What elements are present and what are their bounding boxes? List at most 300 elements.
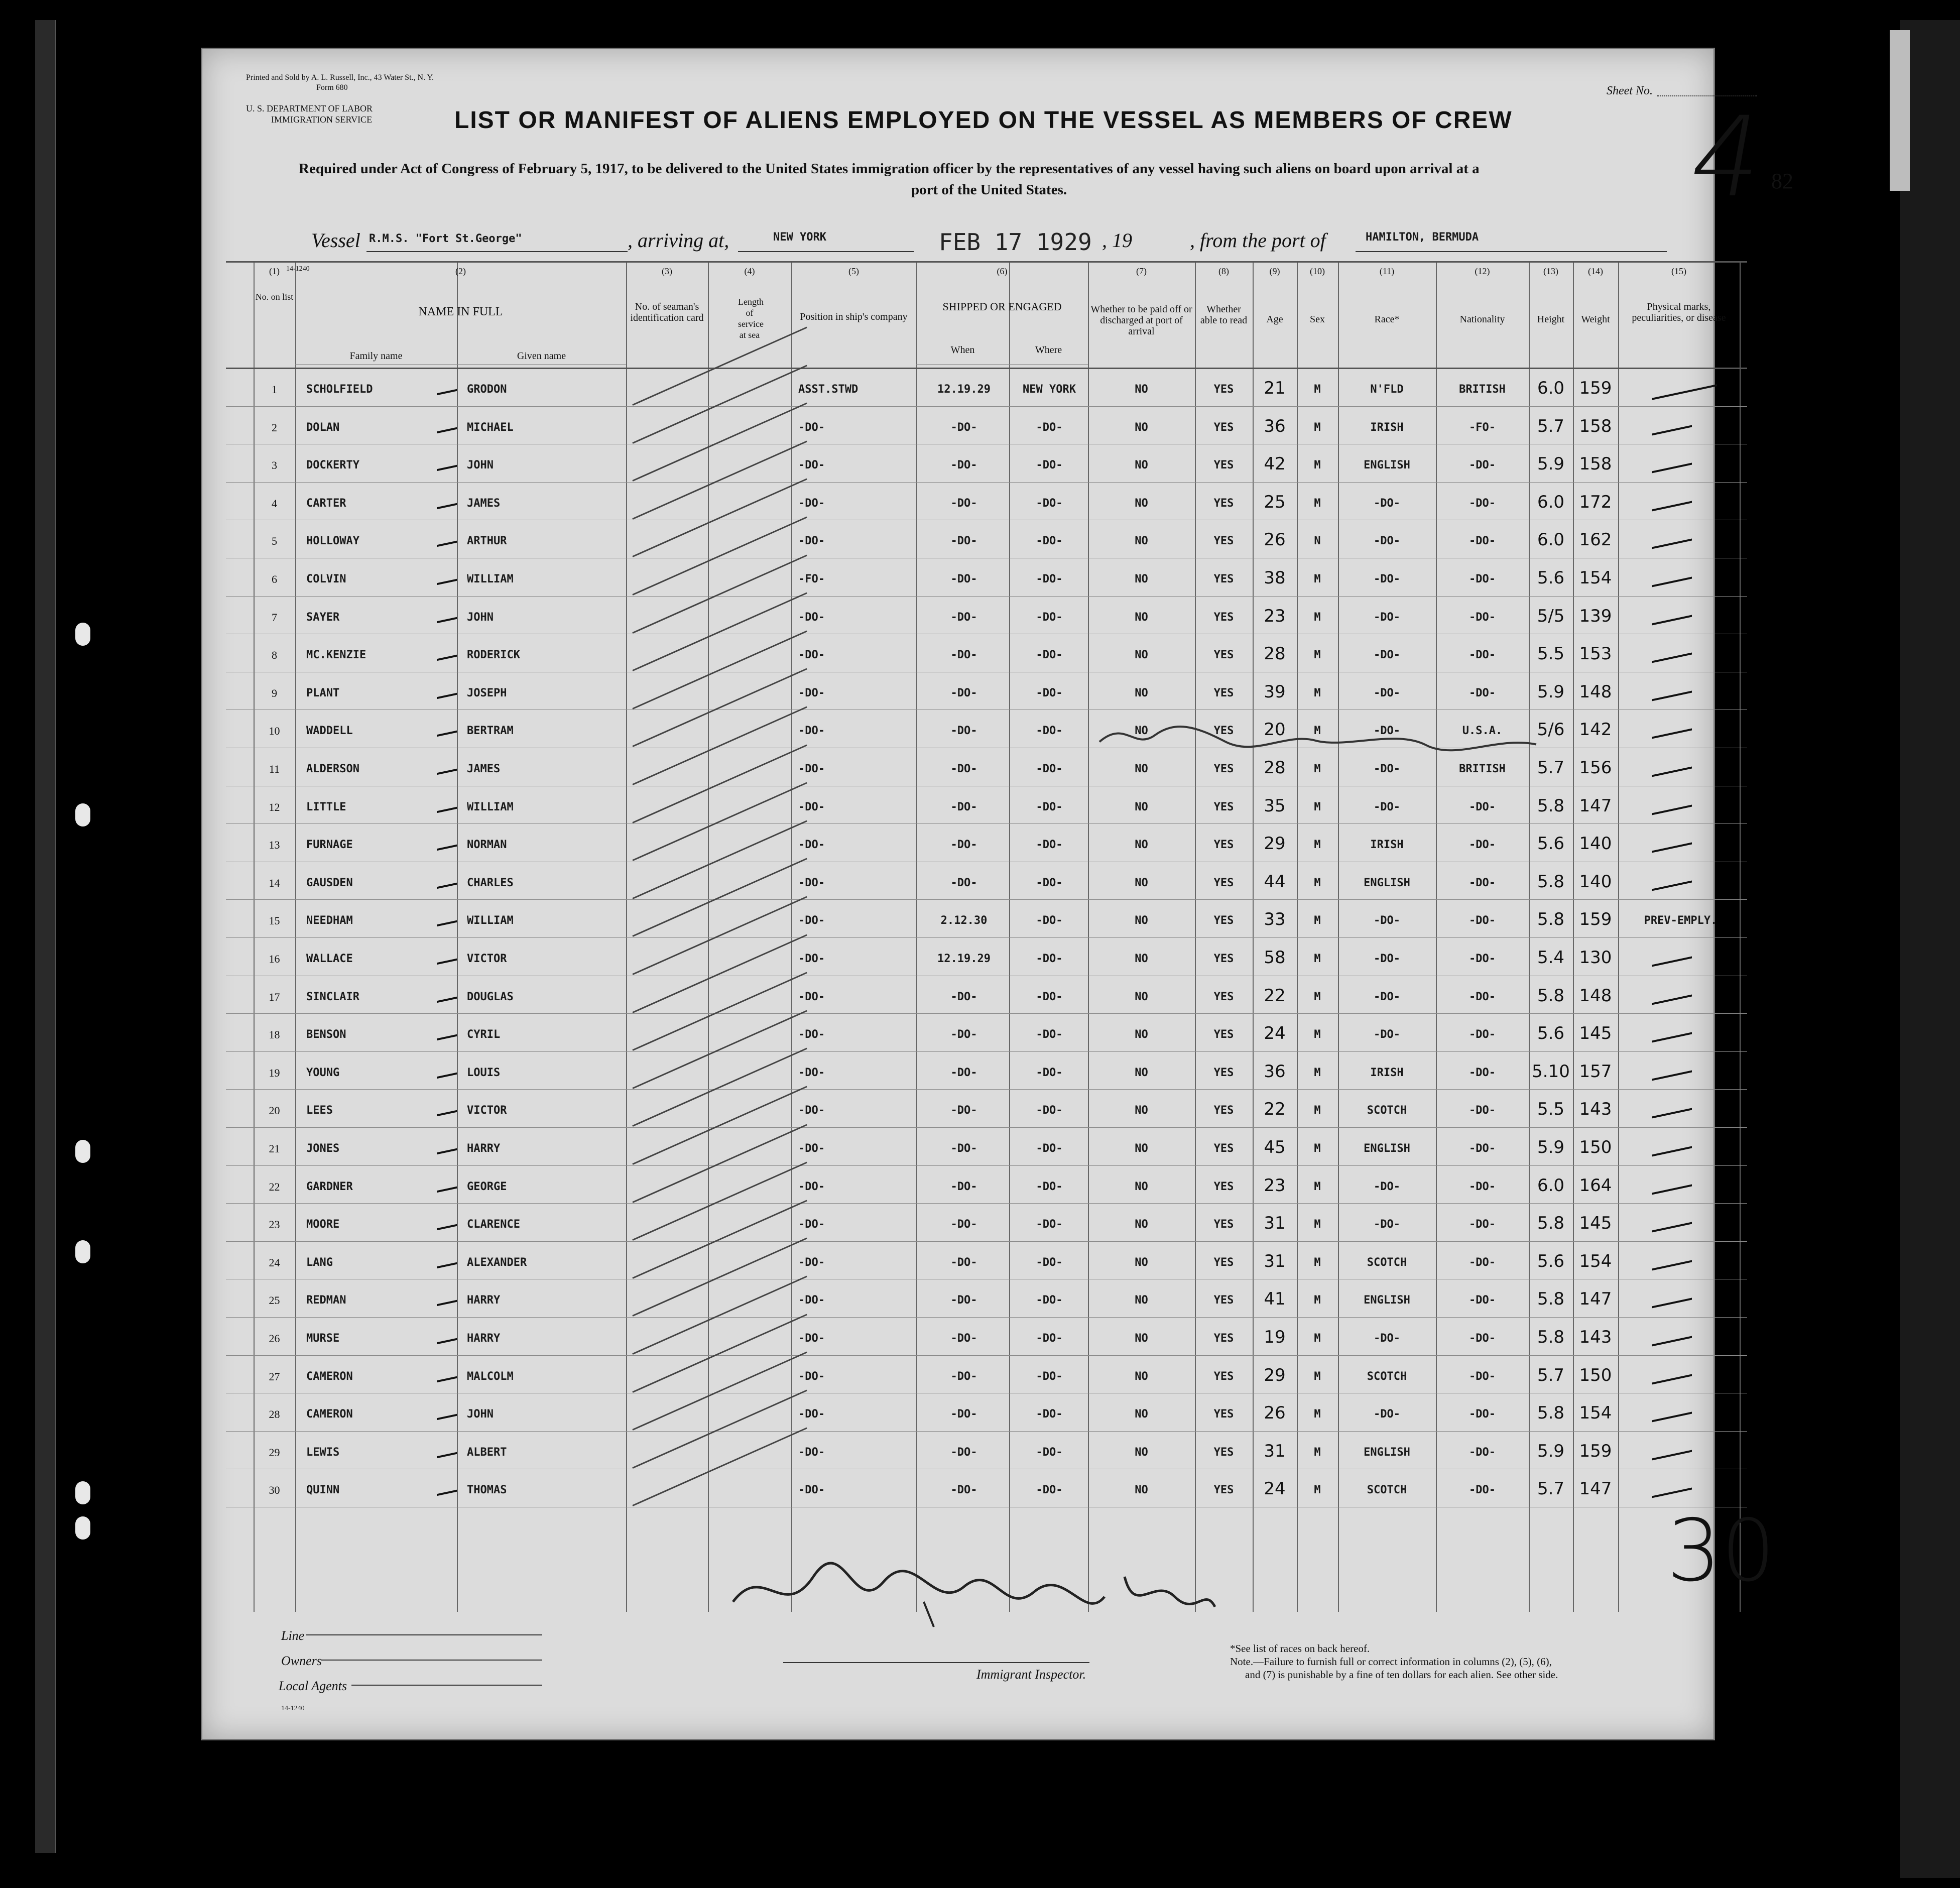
check-mark-icon xyxy=(1652,1359,1692,1384)
from-port-underline xyxy=(1356,251,1667,252)
cell-paid: NO xyxy=(1135,459,1148,472)
row-rule xyxy=(226,482,1747,483)
cell-race: ENGLISH xyxy=(1364,876,1410,889)
cell-position: -DO- xyxy=(798,1180,825,1193)
cell-paid: NO xyxy=(1135,953,1148,965)
cell-where: NEW YORK xyxy=(1023,383,1076,396)
cell-age: 19 xyxy=(1264,1327,1286,1347)
cell-height: 5.5 xyxy=(1537,644,1565,664)
cell-when: -DO- xyxy=(950,1484,977,1497)
cell-family: BENSON xyxy=(306,1028,346,1041)
cell-race: -DO- xyxy=(1374,1180,1400,1193)
table-row xyxy=(226,445,1747,483)
col-number: (3) xyxy=(662,266,672,276)
printer-line: Printed and Sold by A. L. Russell, Inc., 43 Water St., N. Y. xyxy=(246,73,434,82)
col-number: (1) xyxy=(269,266,280,276)
cell-given: HARRY xyxy=(467,1142,501,1155)
cell-where: -DO- xyxy=(1036,800,1063,813)
cell-weight: 148 xyxy=(1579,681,1612,702)
cell-given: JOHN xyxy=(467,611,494,624)
cell-where: -DO- xyxy=(1036,459,1063,472)
cell-where: -DO- xyxy=(1036,725,1063,738)
cell-weight: 153 xyxy=(1579,644,1612,664)
cell-paid: NO xyxy=(1135,1446,1148,1459)
row-rule xyxy=(226,1355,1747,1356)
row-rule xyxy=(226,406,1747,407)
cell-weight: 140 xyxy=(1579,834,1612,854)
check-mark-icon xyxy=(437,716,457,737)
cell-given: GRODON xyxy=(467,383,507,396)
cell-read: YES xyxy=(1213,1028,1234,1041)
cell-sex: M xyxy=(1314,686,1321,699)
cell-family: YOUNG xyxy=(306,1066,340,1079)
cell-position: -DO- xyxy=(798,1256,825,1269)
cell-when: -DO- xyxy=(950,421,977,434)
form-code-bottom: 14-1240 xyxy=(281,1705,305,1712)
cell-race: IRISH xyxy=(1370,839,1404,852)
cell-race: -DO- xyxy=(1374,914,1400,927)
row-rule xyxy=(226,1127,1747,1128)
cell-position: -DO- xyxy=(798,763,825,775)
cell-sex: M xyxy=(1314,1484,1321,1497)
cell-height: 5.9 xyxy=(1537,1137,1565,1157)
cell-family: PLANT xyxy=(306,686,340,699)
cell-read: YES xyxy=(1213,725,1234,738)
row-rule xyxy=(226,1089,1747,1090)
cell-paid: NO xyxy=(1135,1028,1148,1041)
cell-weight: 140 xyxy=(1579,871,1612,892)
table-row xyxy=(226,938,1747,977)
table-row xyxy=(226,369,1747,407)
cell-paid: NO xyxy=(1135,1066,1148,1079)
corner-number: 82 xyxy=(1771,169,1793,193)
cell-age: 41 xyxy=(1264,1289,1286,1310)
cell-position: -DO- xyxy=(798,611,825,624)
col-header-paid-off: Whether to be paid off or discharged at port of arrival xyxy=(1090,304,1192,337)
col-number: (11) xyxy=(1379,266,1395,276)
cell-race: -DO- xyxy=(1374,800,1400,813)
date-stamp: FEB 17 1929 xyxy=(939,228,1092,256)
cell-position: -DO- xyxy=(798,1484,825,1497)
cell-height: 6.0 xyxy=(1537,378,1565,398)
cell-nat: -DO- xyxy=(1469,839,1496,852)
cell-where: -DO- xyxy=(1036,876,1063,889)
cell-height: 5.8 xyxy=(1537,985,1565,1006)
check-mark-icon xyxy=(1652,1397,1692,1423)
check-mark-icon xyxy=(437,791,457,813)
col-header-name: NAME IN FULL xyxy=(418,305,503,318)
cell-weight: 142 xyxy=(1579,720,1612,740)
cell-read: YES xyxy=(1213,611,1234,624)
cell-sex: M xyxy=(1314,990,1321,1003)
cell-paid: NO xyxy=(1135,1180,1148,1193)
cell-age: 44 xyxy=(1264,871,1286,892)
cell-nat: -DO- xyxy=(1469,1218,1496,1231)
cell-weight: 154 xyxy=(1579,568,1612,588)
cell-no: 19 xyxy=(269,1066,280,1079)
cell-weight: 154 xyxy=(1579,1403,1612,1424)
cell-given: WILLIAM xyxy=(467,800,514,813)
cell-height: 5.6 xyxy=(1537,1023,1565,1044)
col-subheader-where: Where xyxy=(1035,344,1062,356)
footnote-race: *See list of races on back hereof. xyxy=(1230,1642,1370,1655)
cell-age: 26 xyxy=(1264,1403,1286,1424)
cell-family: SINCLAIR xyxy=(306,990,359,1003)
cell-race: -DO- xyxy=(1374,686,1400,699)
table-row xyxy=(226,559,1747,597)
check-mark-icon xyxy=(437,1095,457,1117)
cell-read: YES xyxy=(1213,573,1234,585)
cell-weight: 150 xyxy=(1579,1365,1612,1385)
cell-weight: 158 xyxy=(1579,454,1612,475)
cell-given: NORMAN xyxy=(467,839,507,852)
handwritten-annotation xyxy=(1094,714,1546,768)
owners-label: Owners xyxy=(281,1654,322,1668)
cell-position: ASST.STWD xyxy=(798,383,859,396)
cell-nat: -DO- xyxy=(1469,990,1496,1003)
cell-height: 5.8 xyxy=(1537,1403,1565,1424)
cell-age: 29 xyxy=(1264,1365,1286,1385)
cell-age: 28 xyxy=(1264,758,1286,778)
cell-weight: 145 xyxy=(1579,1023,1612,1044)
cell-family: GAUSDEN xyxy=(306,876,353,889)
row-rule xyxy=(226,1051,1747,1052)
col-number: (2) xyxy=(455,266,466,276)
cell-where: -DO- xyxy=(1036,497,1063,510)
check-mark-icon xyxy=(437,640,457,661)
cell-nat: -DO- xyxy=(1469,800,1496,813)
right-binding xyxy=(1900,20,1960,1878)
cell-nat: -DO- xyxy=(1469,1370,1496,1383)
punch-hole xyxy=(75,1140,90,1163)
cell-age: 24 xyxy=(1264,1479,1286,1499)
cell-read: YES xyxy=(1213,839,1234,852)
cell-sex: M xyxy=(1314,1294,1321,1307)
cell-read: YES xyxy=(1213,1484,1234,1497)
check-mark-icon xyxy=(1652,486,1692,511)
cell-age: 21 xyxy=(1264,378,1286,398)
cell-no: 5 xyxy=(272,535,277,548)
cell-age: 36 xyxy=(1264,1061,1286,1082)
col-header-nationality: Nationality xyxy=(1459,314,1505,325)
cell-when: -DO- xyxy=(950,1104,977,1117)
cell-nat: BRITISH xyxy=(1459,383,1506,396)
table-row xyxy=(226,1318,1747,1356)
cell-weight: 147 xyxy=(1579,1479,1612,1499)
cell-sex: M xyxy=(1314,1180,1321,1193)
form-code: 14-1240 xyxy=(286,265,310,273)
footnote-penalty: Note.—Failure to furnish full or correct information in columns (2), (5), (6), xyxy=(1230,1656,1552,1668)
check-mark-icon xyxy=(437,526,457,547)
cell-age: 26 xyxy=(1264,530,1286,550)
cell-family: CARTER xyxy=(306,497,346,510)
arriving-label: , arriving at, xyxy=(628,229,729,252)
cell-read: YES xyxy=(1213,1332,1234,1345)
manifest-table xyxy=(226,261,1747,1612)
check-mark-icon xyxy=(1652,600,1692,625)
table-row xyxy=(226,1128,1747,1166)
cell-family: DOCKERTY xyxy=(306,459,359,472)
cell-sex: M xyxy=(1314,1446,1321,1459)
cell-marks: PREV-EMPLY. xyxy=(1644,914,1718,927)
cell-where: -DO- xyxy=(1036,953,1063,965)
cell-sex: M xyxy=(1314,383,1321,396)
row-rule xyxy=(226,1241,1747,1242)
check-mark-icon xyxy=(1652,941,1692,967)
cell-age: 36 xyxy=(1264,416,1286,436)
row-rule xyxy=(226,823,1747,824)
cell-read: YES xyxy=(1213,1370,1234,1383)
table-row xyxy=(226,521,1747,559)
cell-height: 5.7 xyxy=(1537,1479,1565,1499)
cell-age: 20 xyxy=(1264,720,1286,740)
table-row xyxy=(226,1470,1747,1508)
check-mark-icon xyxy=(437,1475,457,1496)
cell-nat: -DO- xyxy=(1469,1446,1496,1459)
cell-no: 17 xyxy=(269,990,280,1003)
table-row xyxy=(226,900,1747,938)
cell-sex: M xyxy=(1314,649,1321,662)
cell-read: YES xyxy=(1213,1142,1234,1155)
cell-race: -DO- xyxy=(1374,1218,1400,1231)
cell-sex: M xyxy=(1314,1104,1321,1117)
cell-nat: -DO- xyxy=(1469,1066,1496,1079)
cell-height: 5.9 xyxy=(1537,681,1565,702)
cell-sex: M xyxy=(1314,914,1321,927)
check-mark-icon xyxy=(437,412,457,433)
cell-nat: -DO- xyxy=(1469,914,1496,927)
col-header-id-card: No. of seaman's identification card xyxy=(630,301,704,323)
cell-sex: N xyxy=(1314,535,1321,548)
cell-when: -DO- xyxy=(950,1446,977,1459)
row-rule xyxy=(226,937,1747,938)
cell-where: -DO- xyxy=(1036,990,1063,1003)
cell-no: 14 xyxy=(269,876,280,889)
cell-paid: NO xyxy=(1135,914,1148,927)
cell-no: 10 xyxy=(269,725,280,738)
cell-when: -DO- xyxy=(950,839,977,852)
cell-position: -DO- xyxy=(798,839,825,852)
col-number: (15) xyxy=(1671,266,1686,276)
check-mark-icon xyxy=(1652,410,1692,435)
cell-given: CHARLES xyxy=(467,876,514,889)
cell-age: 24 xyxy=(1264,1023,1286,1044)
cell-race: ENGLISH xyxy=(1364,1446,1410,1459)
cell-where: -DO- xyxy=(1036,1180,1063,1193)
cell-nat: -DO- xyxy=(1469,1180,1496,1193)
cell-sex: M xyxy=(1314,1256,1321,1269)
cell-read: YES xyxy=(1213,1256,1234,1269)
local-agents-label: Local Agents xyxy=(279,1679,347,1693)
check-mark-icon xyxy=(1652,1245,1692,1270)
cell-family: MOORE xyxy=(306,1218,340,1231)
cell-family: COLVIN xyxy=(306,573,346,585)
cell-position: -DO- xyxy=(798,725,825,738)
cell-read: YES xyxy=(1213,914,1234,927)
cell-family: DOLAN xyxy=(306,421,340,434)
cell-height: 5.9 xyxy=(1537,1441,1565,1461)
cell-position: -DO- xyxy=(798,1332,825,1345)
cell-where: -DO- xyxy=(1036,421,1063,434)
cell-paid: NO xyxy=(1135,649,1148,662)
cell-height: 5.8 xyxy=(1537,1213,1565,1234)
cell-where: -DO- xyxy=(1036,573,1063,585)
cell-where: -DO- xyxy=(1036,535,1063,548)
check-mark-icon xyxy=(437,1285,457,1307)
cell-position: -DO- xyxy=(798,497,825,510)
cell-family: GARDNER xyxy=(306,1180,353,1193)
inspector-signature xyxy=(723,1547,1225,1634)
cell-position: -DO- xyxy=(798,421,825,434)
cell-no: 25 xyxy=(269,1294,280,1307)
check-mark-icon xyxy=(1652,865,1692,891)
cell-race: -DO- xyxy=(1374,649,1400,662)
row-rule xyxy=(226,596,1747,597)
cell-family: ALDERSON xyxy=(306,763,359,775)
cell-sex: M xyxy=(1314,725,1321,738)
cell-family: MURSE xyxy=(306,1332,340,1345)
check-mark-icon xyxy=(1652,1169,1692,1195)
check-mark-icon xyxy=(1652,1017,1692,1043)
cell-no: 16 xyxy=(269,953,280,965)
cell-sex: M xyxy=(1314,573,1321,585)
cell-family: SCHOLFIELD xyxy=(306,383,373,396)
cell-race: -DO- xyxy=(1374,1332,1400,1345)
col-header-age: Age xyxy=(1266,314,1283,325)
cell-when: -DO- xyxy=(950,1142,977,1155)
col-number: (6) xyxy=(997,266,1008,276)
table-row xyxy=(226,1280,1747,1318)
cell-age: 28 xyxy=(1264,644,1286,664)
row-rule xyxy=(226,1431,1747,1432)
inspector-label: Immigrant Inspector. xyxy=(976,1667,1086,1682)
check-mark-icon xyxy=(437,374,457,396)
cell-no: 28 xyxy=(269,1408,280,1421)
cell-no: 21 xyxy=(269,1142,280,1155)
table-row xyxy=(226,1204,1747,1242)
cell-where: -DO- xyxy=(1036,1332,1063,1345)
cell-weight: 156 xyxy=(1579,758,1612,778)
requirement-text: Required under Act of Congress of February 5, 1917, to be delivered to the United States immigration officer by the representatives of any vessel having such aliens on board upon arrival at a xyxy=(299,161,1480,177)
cell-nat: -DO- xyxy=(1469,1256,1496,1269)
inspector-line xyxy=(783,1662,1089,1663)
cell-when: -DO- xyxy=(950,459,977,472)
cell-nat: -DO- xyxy=(1469,876,1496,889)
cell-when: 12.19.29 xyxy=(937,953,991,965)
cell-position: -DO- xyxy=(798,1142,825,1155)
cell-when: -DO- xyxy=(950,1332,977,1345)
table-row xyxy=(226,1432,1747,1470)
cell-sex: M xyxy=(1314,421,1321,434)
cell-no: 4 xyxy=(272,497,277,510)
col-number: (7) xyxy=(1136,266,1147,276)
punch-hole xyxy=(75,623,90,646)
cell-where: -DO- xyxy=(1036,1370,1063,1383)
cell-given: VICTOR xyxy=(467,953,507,965)
cell-paid: NO xyxy=(1135,725,1148,738)
agents-underline xyxy=(351,1685,542,1686)
cell-given: WILLIAM xyxy=(467,573,514,585)
cell-position: -DO- xyxy=(798,1408,825,1421)
cell-given: JOSEPH xyxy=(467,686,507,699)
cell-age: 23 xyxy=(1264,606,1286,626)
cell-when: -DO- xyxy=(950,876,977,889)
cell-when: 2.12.30 xyxy=(940,914,988,927)
col-header-shipped: SHIPPED OR ENGAGED xyxy=(942,300,1062,313)
cell-height: 5.8 xyxy=(1537,871,1565,892)
cell-where: -DO- xyxy=(1036,1408,1063,1421)
cell-no: 15 xyxy=(269,914,280,927)
cell-given: GEORGE xyxy=(467,1180,507,1193)
cell-race: IRISH xyxy=(1370,1066,1404,1079)
cell-paid: NO xyxy=(1135,1332,1148,1345)
cell-nat: -DO- xyxy=(1469,535,1496,548)
check-mark-icon xyxy=(437,1133,457,1155)
cell-height: 5.10 xyxy=(1532,1061,1570,1082)
cell-sex: M xyxy=(1314,876,1321,889)
row-rule xyxy=(226,1203,1747,1204)
cell-weight: 159 xyxy=(1579,909,1612,930)
from-port: HAMILTON, BERMUDA xyxy=(1366,231,1479,244)
cell-height: 5.8 xyxy=(1537,795,1565,816)
cell-nat: -FO- xyxy=(1469,421,1496,434)
cell-weight: 157 xyxy=(1579,1061,1612,1082)
cell-where: -DO- xyxy=(1036,1446,1063,1459)
cell-position: -DO- xyxy=(798,876,825,889)
col-header-weight: Weight xyxy=(1581,314,1610,325)
cell-height: 5.8 xyxy=(1537,1327,1565,1347)
cell-height: 5.6 xyxy=(1537,568,1565,588)
check-mark-icon xyxy=(437,678,457,699)
cell-given: CLARENCE xyxy=(467,1218,520,1231)
cell-when: -DO- xyxy=(950,990,977,1003)
cell-given: MICHAEL xyxy=(467,421,514,434)
table-row xyxy=(226,597,1747,635)
table-row xyxy=(226,635,1747,673)
cell-family: SAYER xyxy=(306,611,340,624)
col-number: (12) xyxy=(1475,266,1490,276)
check-mark-icon xyxy=(437,1399,457,1421)
diagonal-stroke xyxy=(632,327,807,406)
table-row xyxy=(226,1014,1747,1052)
cell-position: -DO- xyxy=(798,1218,825,1231)
cell-when: -DO- xyxy=(950,497,977,510)
cell-read: YES xyxy=(1213,459,1234,472)
cell-when: -DO- xyxy=(950,1370,977,1383)
cell-given: JAMES xyxy=(467,763,501,775)
cell-height: 6.0 xyxy=(1537,530,1565,550)
cell-paid: NO xyxy=(1135,1104,1148,1117)
cell-read: YES xyxy=(1213,649,1234,662)
col-subheader-family: Family name xyxy=(349,350,403,362)
table-row xyxy=(226,863,1747,901)
table-row xyxy=(226,977,1747,1015)
cell-race: ENGLISH xyxy=(1364,1294,1410,1307)
check-mark-icon xyxy=(1652,1207,1692,1233)
cell-race: SCOTCH xyxy=(1367,1484,1407,1497)
cell-paid: NO xyxy=(1135,535,1148,548)
cell-when: -DO- xyxy=(950,1066,977,1079)
cell-read: YES xyxy=(1213,421,1234,434)
row-rule xyxy=(226,1013,1747,1014)
cell-position: -DO- xyxy=(798,800,825,813)
cell-read: YES xyxy=(1213,686,1234,699)
cell-no: 11 xyxy=(269,763,280,775)
check-mark-icon xyxy=(437,1057,457,1079)
check-mark-icon xyxy=(437,1361,457,1382)
cell-no: 8 xyxy=(272,649,277,662)
cell-age: 31 xyxy=(1264,1251,1286,1271)
